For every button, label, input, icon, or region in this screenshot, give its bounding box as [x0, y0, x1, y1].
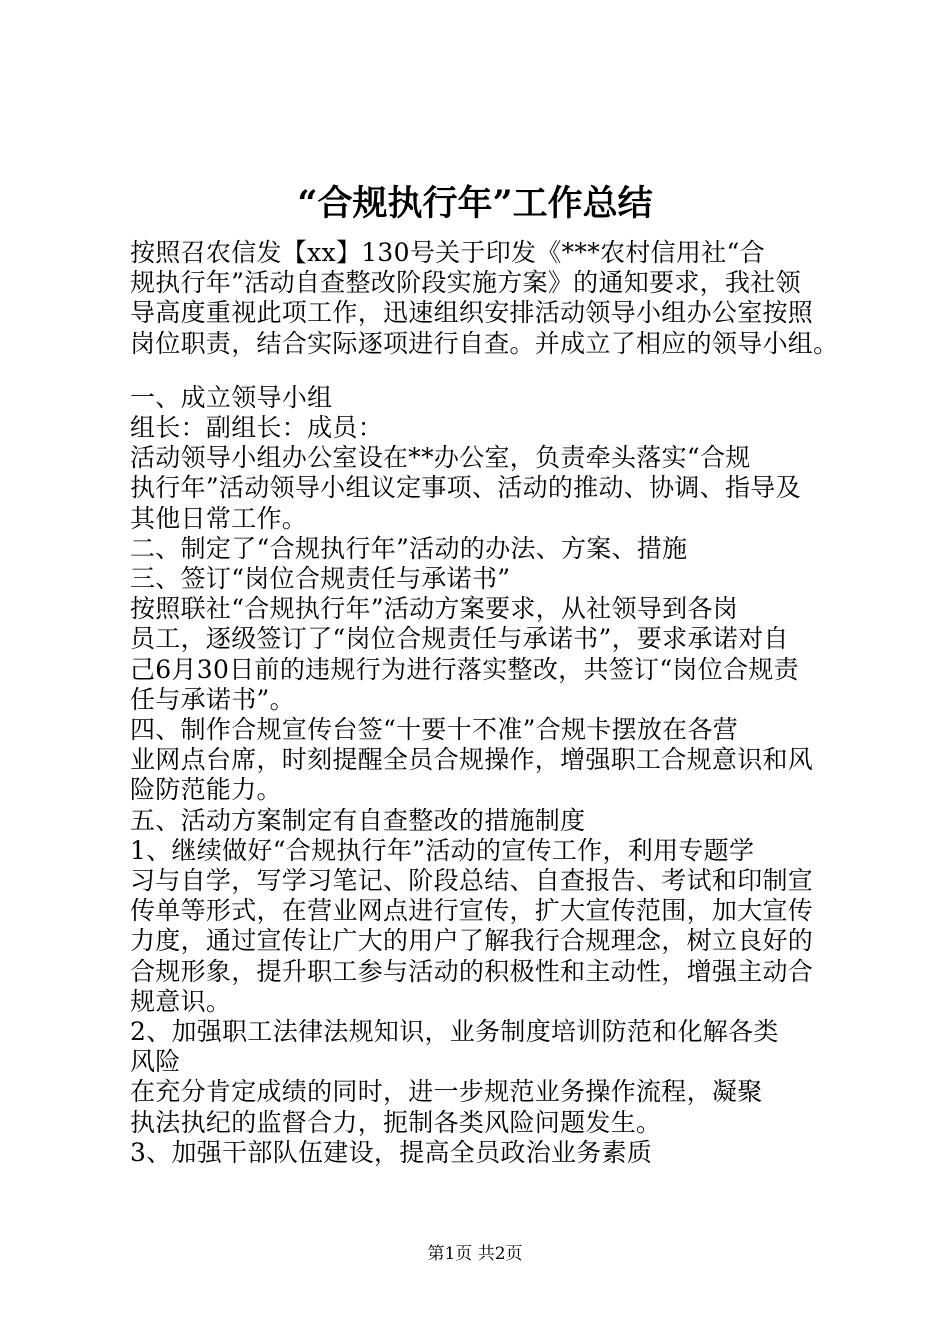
- body-line: 任与承诺书”。: [130, 685, 295, 714]
- body-line: 业网点台席，时刻提醒全员合规操作，增强职工合规意识和风: [130, 745, 814, 774]
- body-line: 规意识。: [130, 987, 232, 1016]
- section-heading: 一、成立领导小组: [130, 383, 333, 412]
- section-heading: 二、制定了“合规执行年”活动的办法、方案、措施: [130, 534, 688, 563]
- body-line: 员工，逐级签订了“岗位合规责任与承诺书”，要求承诺对自: [130, 624, 789, 653]
- body-line: 导高度重视此项工作，迅速组织安排活动领导小组办公室按照: [130, 298, 814, 327]
- body-line: 合规形象，提升职工参与活动的积极性和主动性，增强主动合: [130, 957, 814, 986]
- section-heading: 五、活动方案制定有自查整改的措施制度: [130, 806, 586, 835]
- body-line: 在充分肯定成绩的同时，进一步规范业务操作流程，凝聚: [130, 1077, 763, 1106]
- section-heading: 三、签订“岗位合规责任与承诺书”: [130, 564, 511, 593]
- body-line: 岗位职责，结合实际逐项进行自查。并成立了相应的领导小组。: [130, 329, 839, 358]
- body-line: 按照召农信发【xx】130号关于印发《***农村信用社“合: [130, 238, 765, 267]
- page-footer: 第1页 共2页: [427, 1244, 523, 1264]
- body-line: 执行年”活动领导小组议定事项、活动的推动、协调、指导及: [130, 473, 801, 502]
- body-line: 习与自学，写学习笔记、阶段总结、自查报告、考试和印制宣: [130, 866, 814, 895]
- body-line: 规执行年”活动自查整改阶段实施方案》的通知要求，我社领: [130, 268, 801, 297]
- body-line: 险防范能力。: [130, 775, 282, 804]
- body-line: 己6月30日前的违规行为进行落实整改，共签订“岗位合规责: [130, 655, 799, 684]
- body-line: 力度，通过宣传让广大的用户了解我行合规理念，树立良好的: [130, 926, 814, 955]
- body-line: 传单等形式，在营业网点进行宣传，扩大宣传范围，加大宣传: [130, 896, 814, 925]
- body-line: 按照联社“合规执行年”活动方案要求，从社领导到各岗: [130, 594, 739, 623]
- body-line: 风险: [130, 1047, 181, 1076]
- body-line: 1、继续做好“合规执行年”活动的宣传工作，利用专题学: [130, 836, 755, 865]
- body-line: 组长：副组长：成员：: [130, 413, 384, 442]
- body-line: 2、加强职工法律法规知识，业务制度培训防范和化解各类: [130, 1017, 779, 1046]
- body-line: 执法执纪的监督合力，扼制各类风险问题发生。: [130, 1108, 662, 1137]
- body-line: 活动领导小组办公室设在**办公室，负责牵头落实“合规: [130, 443, 751, 472]
- body-line: 3、加强干部队伍建设，提高全员政治业务素质: [130, 1138, 653, 1167]
- document-title: “合规执行年”工作总结: [297, 183, 653, 224]
- body-line: 其他日常工作。: [130, 504, 308, 533]
- section-heading: 四、制作合规宣传台签“十要十不准”合规卡摆放在各营: [130, 715, 739, 744]
